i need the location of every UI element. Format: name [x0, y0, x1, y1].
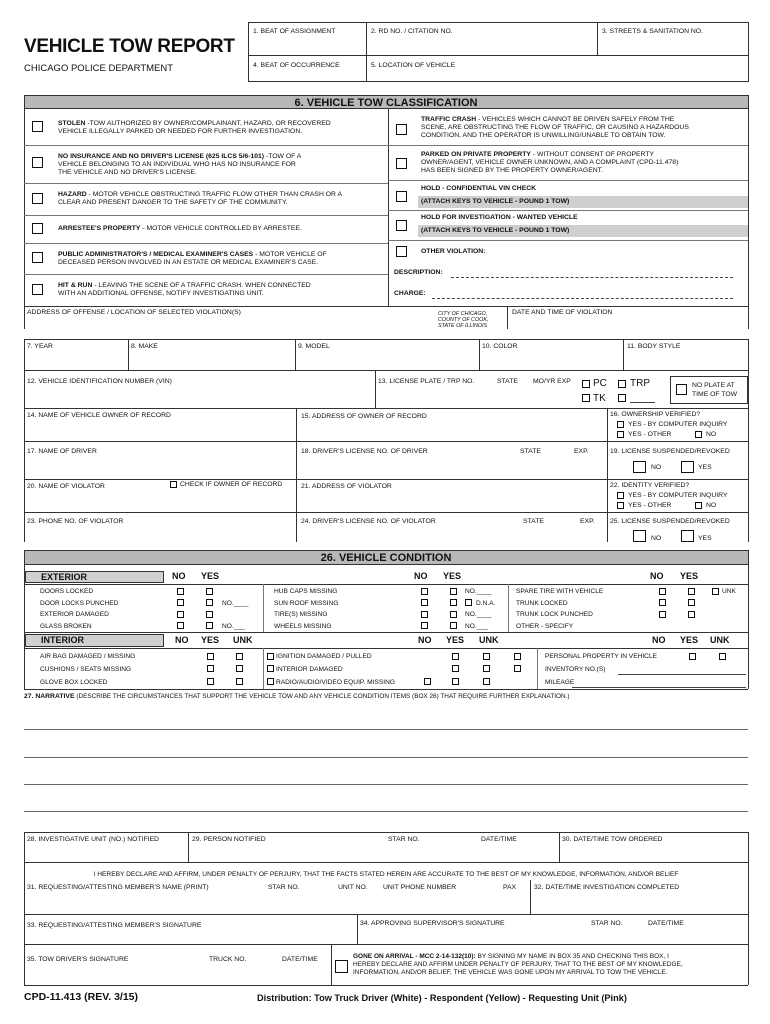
person-notified-field[interactable]: 29. PERSON NOTIFIED — [192, 836, 266, 843]
interior-damaged-label: INTERIOR DAMAGED — [276, 666, 343, 673]
driver-exp-field[interactable]: EXP. — [574, 448, 589, 455]
violator-address-field[interactable]: 21. ADDRESS OF VIOLATOR — [301, 483, 392, 490]
driver-name-field[interactable]: 17. NAME OF DRIVER — [27, 448, 97, 455]
door-locks-punched-yes[interactable] — [206, 599, 213, 606]
ignition-unk[interactable] — [514, 653, 521, 660]
classification-title: 6. VEHICLE TOW CLASSIFICATION — [294, 97, 478, 109]
body-style-field[interactable]: 11. BODY STYLE — [627, 343, 681, 350]
sun-roof-dna[interactable] — [465, 599, 472, 606]
stolen-text: STOLEN -TOW AUTHORIZED BY OWNER/COMPLAINANT, HAZARD, OR RECOVERED VEHICLE ILLEGALLY PARKED OR NEEDED FOR FURTHER INVESTIGATION. — [58, 120, 331, 136]
gone-on-arrival-checkbox[interactable] — [335, 960, 348, 973]
spare-tire-unk[interactable] — [712, 588, 719, 595]
form-title: VEHICLE TOW REPORT — [24, 36, 235, 57]
other-violation-checkbox[interactable] — [396, 246, 407, 257]
suspended-19-no-label: NO — [651, 464, 662, 471]
trunk-lock-punched-label: TRUNK LOCK PUNCHED — [516, 611, 593, 618]
perjury-declaration: I HEREBY DECLARE AND AFFIRM, UNDER PENALTY OF PERJURY, THAT THE FACTS STATED HEREIN ARE ACCURATE TO THE BEST OF MY KNOWLEDGE, INFORMATION, AND/OR BELIEF — [93, 871, 679, 878]
tires-missing-yes[interactable] — [450, 611, 457, 618]
date-time-violation-field[interactable]: DATE AND TIME OF VIOLATION — [512, 309, 613, 316]
trunk-locked-label: TRUNK LOCKED — [516, 600, 568, 607]
doors-locked-yes[interactable] — [206, 588, 213, 595]
hub-caps-no[interactable] — [421, 588, 428, 595]
public-admin-text: PUBLIC ADMINISTRATOR'S / MEDICAL EXAMINER'S CASES - MOTOR VEHICLE OF DECEASED PERSON INVOLVED IN AN ESTATE OR MEDICAL EXAMINER'S CASE. — [58, 251, 327, 267]
door-locks-punched-no[interactable] — [177, 599, 184, 606]
identity-no-checkbox[interactable] — [695, 502, 702, 509]
truck-no-field[interactable]: TRUCK NO. — [209, 956, 247, 963]
investigation-completed-field[interactable]: 32. DATE/TIME INVESTIGATION COMPLETED — [534, 884, 680, 891]
other-plate-field[interactable] — [630, 402, 655, 403]
narrative-line-3[interactable] — [24, 784, 748, 785]
plate-state-field[interactable]: STATE — [497, 378, 518, 385]
wheels-missing-yes[interactable] — [450, 622, 457, 629]
identity-other-label: YES - OTHER — [628, 502, 672, 509]
make-field[interactable]: 8. MAKE — [131, 343, 158, 350]
location-of-vehicle-field[interactable]: 5. LOCATION OF VEHICLE — [371, 62, 456, 69]
supervisor-date-time-field[interactable]: DATE/TIME — [648, 920, 684, 927]
pax-field[interactable]: PAX — [503, 884, 517, 891]
owner-address-field[interactable]: 15. ADDRESS OF OWNER OF RECORD — [301, 413, 427, 420]
radio-missing-label: RADIO/AUDIO/VIDEO EQUIP. MISSING — [276, 679, 395, 686]
personal-property-label: PERSONAL PROPERTY IN VEHICLE — [545, 653, 658, 660]
model-field[interactable]: 9. MODEL — [298, 343, 330, 350]
personal-property-yes[interactable] — [719, 653, 726, 660]
air-bag-label: AIR BAG DAMAGED / MISSING — [40, 653, 136, 660]
gone-on-arrival-text: GONE ON ARRIVAL - MCC 2-14-132(10): BY SIGNING MY NAME IN BOX 35 AND CHECKING THIS BOX, I HEREBY DECLARE AND AFFIRM UNDER PENALTY OF PERJURY, THAT TO THE BEST OF MY KNOWLEDGE, INFORMATION, AND/OR BELIEF, THE VEHICLE WAS GONE UPON MY ARRIVAL TO TOW THE VEHICLE. — [353, 953, 683, 977]
mileage-label: MILEAGE — [545, 679, 575, 686]
color-field[interactable]: 10. COLOR — [482, 343, 518, 350]
trp-label: TRP — [630, 378, 650, 389]
ext-yes-header: YES — [201, 571, 220, 581]
traffic-crash-checkbox[interactable] — [396, 124, 407, 135]
identity-no-label: NO — [706, 502, 717, 509]
hazard-checkbox[interactable] — [32, 193, 43, 204]
hit-and-run-text: HIT & RUN - LEAVING THE SCENE OF A TRAFFIC CRASH. WHEN CONNECTED WITH AN ADDITIONAL OFFENSE, NOTIFY INVESTIGATING UNIT. — [58, 282, 311, 298]
glove-box-yes[interactable] — [236, 678, 243, 685]
other-plate-checkbox[interactable] — [618, 394, 626, 402]
air-bag-yes[interactable] — [236, 653, 243, 660]
condition-bar — [24, 550, 748, 565]
vin-check-checkbox[interactable] — [396, 191, 407, 202]
sun-roof-yes[interactable] — [450, 599, 457, 606]
identity-computer-label: YES - BY COMPUTER INQUIRY — [628, 492, 728, 499]
exterior-damaged-label: EXTERIOR DAMAGED — [40, 611, 109, 618]
jurisdiction-note: CITY OF CHICAGO, COUNTY OF COOK, STATE OF ILLINOIS — [438, 311, 489, 330]
supervisor-signature-field[interactable]: 34. APPROVING SUPERVISOR'S SIGNATURE — [360, 920, 505, 927]
narrative-label: 27. NARRATIVE (DESCRIBE THE CIRCUMSTANCES THAT SUPPORT THE VEHICLE TOW AND ANY VEHICLE CONDITION ITEMS (BOX 26) THAT REQUIRE FURTHER EXPLANATION.) — [24, 693, 570, 700]
hit-and-run-checkbox[interactable] — [32, 284, 43, 295]
condition-title: 26. VEHICLE CONDITION — [320, 552, 452, 564]
tires-missing-no[interactable] — [421, 611, 428, 618]
tow-driver-signature-field[interactable]: 35. TOW DRIVER'S SIGNATURE — [27, 956, 129, 963]
no-plate-label: NO PLATE AT — [692, 382, 735, 389]
glass-broken-yes[interactable] — [206, 622, 213, 629]
hold-investigation-text: HOLD FOR INVESTIGATION - WANTED VEHICLE — [421, 214, 578, 221]
streets-sanitation-field[interactable]: 3. STREETS & SANITATION NO. — [602, 28, 703, 35]
person-star-no-field[interactable]: STAR NO. — [388, 836, 420, 843]
int-no-header: NO — [175, 635, 189, 645]
classification-bar — [24, 95, 748, 109]
identity-other-checkbox[interactable] — [617, 502, 624, 509]
int2-yes-header: YES — [446, 635, 465, 645]
hazard-text: HAZARD - MOTOR VEHICLE OBSTRUCTING TRAFFIC FLOW OTHER THAN CRASH OR A CLEAR AND PRESENT DANGER TO THE SAFETY OF THE COMMUNITY. — [58, 191, 342, 207]
public-admin-checkbox[interactable] — [32, 252, 43, 263]
wheels-missing-label: WHEELS MISSING — [274, 623, 332, 630]
sun-roof-label: SUN ROOF MISSING — [274, 600, 339, 607]
stolen-checkbox[interactable] — [32, 121, 43, 132]
description-label: DESCRIPTION: — [394, 269, 443, 276]
charge-field[interactable] — [432, 298, 733, 299]
hold-investigation-checkbox[interactable] — [396, 220, 407, 231]
owner-of-record-label: CHECK IF OWNER OF RECORD — [180, 481, 283, 488]
owner-name-field[interactable]: 14. NAME OF VEHICLE OWNER OF RECORD — [27, 412, 171, 419]
supervisor-star-no-field[interactable]: STAR NO. — [591, 920, 623, 927]
radio-missing-no[interactable] — [424, 678, 431, 685]
interior-damaged-yes[interactable] — [483, 665, 490, 672]
door-locks-count[interactable]: NO.____ — [222, 600, 249, 607]
ownership-computer-label: YES - BY COMPUTER INQUIRY — [628, 421, 728, 428]
personal-property-no[interactable] — [689, 653, 696, 660]
tk-checkbox[interactable] — [582, 394, 590, 402]
mo-yr-exp-field[interactable]: MO/YR EXP — [533, 378, 571, 385]
exterior-damaged-no[interactable] — [177, 611, 184, 618]
wheels-missing-count[interactable]: NO.___ — [465, 623, 488, 630]
ownership-other-checkbox[interactable] — [617, 431, 624, 438]
ext3-yes-header: YES — [680, 571, 699, 581]
suspended-25-no-label: NO — [651, 535, 662, 542]
violator-license-field[interactable]: 24. DRIVER'S LICENSE NO. OF VIOLATOR — [301, 518, 436, 525]
no-plate-checkbox[interactable] — [676, 384, 687, 395]
air-bag-unk[interactable] — [267, 653, 274, 660]
tires-missing-count[interactable]: NO.____ — [465, 611, 492, 618]
suspended-25-yes-label: YES — [698, 535, 712, 542]
glove-box-label: GLOVE BOX LOCKED — [40, 679, 108, 686]
vin-check-sub: (ATTACH KEYS TO VEHICLE - POUND 1 TOW) — [421, 198, 570, 205]
ownership-no-checkbox[interactable] — [695, 431, 702, 438]
interior-damaged-unk[interactable] — [514, 665, 521, 672]
no-insurance-text: NO INSURANCE AND NO DRIVER'S LICENSE (625 ILCS 5/6-101) -TOW OF A VEHICLE BELONGING TO AN INDIVIDUAL WHO HAS NO INSURANCE FOR THE VEHICLE AND NO DRIVER'S LICENSE. — [58, 153, 302, 177]
license-suspended-25-label: 25. LICENSE SUSPENDED/REVOKED — [610, 518, 730, 525]
int3-yes-header: YES — [680, 635, 699, 645]
interior-heading: INTERIOR — [41, 635, 85, 645]
vin-field[interactable]: 12. VEHICLE IDENTIFICATION NUMBER (VIN) — [27, 378, 172, 385]
suspended-19-no-checkbox[interactable] — [633, 461, 646, 473]
int-unk-header: UNK — [233, 635, 253, 645]
trunk-lock-punched-no[interactable] — [659, 611, 666, 618]
ext2-no-header: NO — [414, 571, 428, 581]
narrative-line-2[interactable] — [24, 757, 748, 758]
pc-label: PC — [593, 378, 607, 389]
trp-checkbox[interactable] — [618, 380, 626, 388]
owner-of-record-checkbox[interactable] — [170, 481, 177, 488]
inventory-no-label: INVENTORY NO.(S) — [545, 666, 606, 673]
sun-roof-dna-label: D.N.A. — [476, 600, 496, 607]
radio-missing-yes[interactable] — [452, 678, 459, 685]
wheels-missing-no[interactable] — [421, 622, 428, 629]
trunk-locked-no[interactable] — [659, 599, 666, 606]
hub-caps-count[interactable]: NO.____ — [465, 588, 492, 595]
int-yes-header: YES — [201, 635, 220, 645]
ownership-computer-checkbox[interactable] — [617, 421, 624, 428]
unit-no-field[interactable]: UNIT NO. — [338, 884, 368, 891]
doors-locked-no[interactable] — [177, 588, 184, 595]
tires-missing-label: TIRE(S) MISSING — [274, 611, 328, 618]
glass-broken-label: GLASS BROKEN — [40, 623, 92, 630]
investigative-unit-field[interactable]: 28. INVESTIGATIVE UNIT (NO.) NOTIFIED — [27, 836, 159, 843]
other-specify-label[interactable]: OTHER - SPECIFY — [516, 623, 574, 630]
hub-caps-label: HUB CAPS MISSING — [274, 588, 338, 595]
no-insurance-checkbox[interactable] — [32, 157, 43, 168]
cushions-no[interactable] — [207, 665, 214, 672]
year-field[interactable]: 7. YEAR — [27, 343, 53, 350]
violator-name-field[interactable]: 20. NAME OF VIOLATOR — [27, 483, 105, 490]
suspended-19-yes-checkbox[interactable] — [681, 461, 694, 473]
traffic-crash-text: TRAFFIC CRASH - VEHICLES WHICH CANNOT BE DRIVEN SAFELY FROM THE SCENE, ARE OBSTRUCTING THE FLOW OF TRAFFIC, OR CAUSING A HAZARDOUS CONDITION, AND THE OPERATOR IS UNWILLING/UNABLE TO OBTAIN TOW. — [421, 116, 689, 140]
suspended-25-yes-checkbox[interactable] — [681, 530, 694, 542]
no-plate-label-2: TIME OF TOW — [692, 391, 738, 398]
ownership-verified-label: 16. OWNERSHIP VERIFIED? — [610, 411, 701, 418]
vin-check-text: HOLD - CONFIDENTIAL VIN CHECK — [421, 185, 537, 192]
tow-ordered-field[interactable]: 30. DATE/TIME TOW ORDERED — [562, 836, 663, 843]
doors-locked-label: DOORS LOCKED — [40, 588, 94, 595]
tk-label: TK — [593, 393, 606, 404]
air-bag-no[interactable] — [207, 653, 214, 660]
hub-caps-yes[interactable] — [450, 588, 457, 595]
cushions-unk[interactable] — [267, 665, 274, 672]
spare-tire-label: SPARE TIRE WITH VEHICLE — [516, 588, 604, 595]
trunk-lock-punched-yes[interactable] — [688, 611, 695, 618]
ignition-yes[interactable] — [483, 653, 490, 660]
exterior-damaged-yes[interactable] — [206, 611, 213, 618]
door-locks-punched-label: DOOR LOCKS PUNCHED — [40, 600, 119, 607]
arrestee-property-checkbox[interactable] — [32, 223, 43, 234]
private-property-text: PARKED ON PRIVATE PROPERTY - WITHOUT CONSENT OF PROPERTY OWNER/AGENT, VEHICLE OWNER UNKNOWN, AND A COMPLAINT (CPD-11.478) HAS BEEN SIGNED BY THE PROPERTY OWNER/AGENT. — [421, 151, 679, 175]
pc-checkbox[interactable] — [582, 380, 590, 388]
spare-tire-unk-label: UNK — [722, 588, 736, 595]
tow-driver-date-time-field[interactable]: DATE/TIME — [282, 956, 318, 963]
ext3-no-header: NO — [650, 571, 664, 581]
hold-investigation-sub: (ATTACH KEYS TO VEHICLE - POUND 1 TOW) — [421, 227, 570, 234]
private-property-checkbox[interactable] — [396, 158, 407, 169]
rd-citation-field[interactable]: 2. RD NO. / CITATION NO. — [371, 28, 453, 35]
suspended-19-yes-label: YES — [698, 464, 712, 471]
violator-phone-field[interactable]: 23. PHONE NO. OF VIOLATOR — [27, 518, 124, 525]
spare-tire-yes[interactable] — [688, 588, 695, 595]
int3-unk-header: UNK — [710, 635, 730, 645]
cushions-yes[interactable] — [236, 665, 243, 672]
form-number: CPD-11.413 (REV. 3/15) — [24, 991, 139, 1003]
beat-of-occurrence-field[interactable]: 4. BEAT OF OCCURRENCE — [253, 62, 340, 69]
identity-verified-label: 22. IDENTITY VERIFIED? — [610, 482, 690, 489]
suspended-25-no-checkbox[interactable] — [633, 530, 646, 542]
violator-exp-field[interactable]: EXP. — [580, 518, 595, 525]
narrative-line-1[interactable] — [24, 729, 748, 730]
unit-phone-field[interactable]: UNIT PHONE NUMBER — [383, 884, 457, 891]
radio-missing-unk[interactable] — [483, 678, 490, 685]
other-violation-text: OTHER VIOLATION: — [421, 248, 486, 255]
spare-tire-no[interactable] — [659, 588, 666, 595]
description-field[interactable] — [451, 277, 733, 278]
requesting-signature-field[interactable]: 33. REQUESTING/ATTESTING MEMBER'S SIGNATURE — [27, 922, 202, 929]
narrative-line-4[interactable] — [24, 811, 748, 812]
glove-box-unk[interactable] — [267, 678, 274, 685]
department-name: CHICAGO POLICE DEPARTMENT — [24, 63, 174, 74]
requesting-star-no-field[interactable]: STAR NO. — [268, 884, 300, 891]
exterior-heading: EXTERIOR — [41, 572, 88, 582]
requesting-member-name-field[interactable]: 31. REQUESTING/ATTESTING MEMBER'S NAME (PRINT) — [27, 884, 209, 891]
driver-license-field[interactable]: 18. DRIVER'S LICENSE NO. OF DRIVER — [301, 448, 428, 455]
trunk-locked-yes[interactable] — [688, 599, 695, 606]
glove-box-no[interactable] — [207, 678, 214, 685]
license-suspended-19-label: 19. LICENSE SUSPENDED/REVOKED — [610, 448, 730, 455]
ext2-yes-header: YES — [443, 571, 462, 581]
beat-of-assignment-field[interactable]: 1. BEAT OF ASSIGNMENT — [253, 28, 336, 35]
identity-computer-checkbox[interactable] — [617, 492, 624, 499]
mileage-field[interactable] — [572, 687, 746, 688]
int2-unk-header: UNK — [479, 635, 499, 645]
charge-label: CHARGE: — [394, 290, 426, 297]
inventory-no-field[interactable] — [618, 674, 746, 675]
glass-broken-count[interactable]: NO.___ — [222, 623, 245, 630]
ext-no-header: NO — [172, 571, 186, 581]
ownership-other-label: YES - OTHER — [628, 431, 672, 438]
interior-damaged-no[interactable] — [452, 665, 459, 672]
ownership-no-label: NO — [706, 431, 717, 438]
driver-state-field[interactable]: STATE — [520, 448, 541, 455]
license-plate-field[interactable]: 13. LICENSE PLATE / TRP NO. — [378, 378, 475, 385]
person-date-time-field[interactable]: DATE/TIME — [481, 836, 517, 843]
cushions-seats-label: CUSHIONS / SEATS MISSING — [40, 666, 132, 673]
address-of-offense-field[interactable]: ADDRESS OF OFFENSE / LOCATION OF SELECTED VIOLATION(S) — [27, 309, 241, 316]
ignition-no[interactable] — [452, 653, 459, 660]
distribution-note: Distribution: Tow Truck Driver (White) - Respondent (Yellow) - Requesting Unit (Pink) — [257, 993, 627, 1003]
glass-broken-no[interactable] — [177, 622, 184, 629]
violator-state-field[interactable]: STATE — [523, 518, 544, 525]
ignition-label: IGNITION DAMAGED / PULLED — [276, 653, 372, 660]
sun-roof-no[interactable] — [421, 599, 428, 606]
int3-no-header: NO — [652, 635, 666, 645]
arrestee-property-text: ARRESTEE'S PROPERTY - MOTOR VEHICLE CONTROLLED BY ARRESTEE. — [58, 225, 302, 232]
int2-no-header: NO — [418, 635, 432, 645]
